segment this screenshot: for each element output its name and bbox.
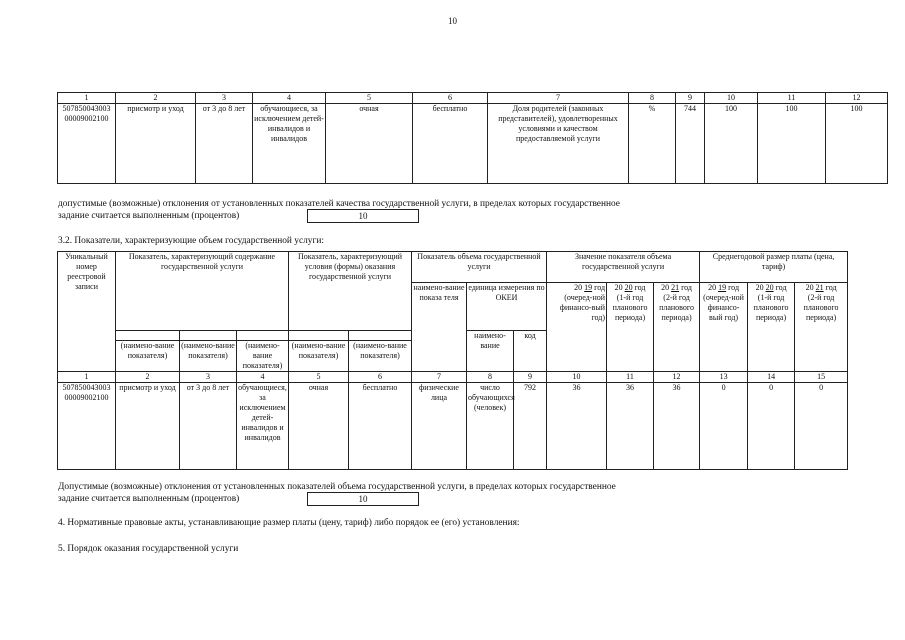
blank-cell [116, 330, 180, 340]
indicator-name-cell: Доля родителей (законных представителей), удовлетворенных условиями и качеством предоставляемой услуги [488, 104, 629, 184]
col-number: 3 [196, 93, 253, 104]
col-number: 1 [58, 93, 116, 104]
value-cell: 100 [705, 104, 758, 184]
column-numbers-row [58, 93, 888, 104]
volume-deviation-value: 10 [307, 492, 419, 506]
fee-cell: 0 [700, 382, 748, 469]
category-cell: обучающиеся, за исключением детей-инвалидов и инвалидов [237, 382, 289, 469]
col-number: 12 [654, 371, 700, 382]
header-unit-code: код [514, 330, 547, 371]
category-cell: обучающиеся, за исключением детей-инвалидов и инвалидов [253, 104, 326, 184]
volume-indicators-table [57, 251, 848, 470]
col-number: 7 [412, 371, 467, 382]
col-number: 5 [326, 93, 413, 104]
header-row [58, 252, 848, 283]
header-volume: Показатель объема государственной услуги [412, 252, 547, 283]
col-number: 1 [58, 371, 116, 382]
col-number: 2 [116, 371, 180, 382]
header-conditions-spacer [289, 282, 412, 330]
value-cell: 36 [607, 382, 654, 469]
section-5-heading: 5. Порядок оказания государственной услуги [58, 544, 239, 554]
header-content: Показатель, характеризующий содержание государственной услуги [116, 252, 289, 283]
col-number: 2 [116, 93, 196, 104]
col-number: 14 [748, 371, 795, 382]
col-number: 12 [826, 93, 888, 104]
age-cell: от 3 до 8 лет [196, 104, 253, 184]
col-number: 7 [488, 93, 629, 104]
header-content-spacer [116, 282, 289, 330]
col-number: 5 [289, 371, 349, 382]
table-row [58, 104, 888, 184]
col-number: 11 [607, 371, 654, 382]
form-cell: очная [289, 382, 349, 469]
service-content-cell: присмотр и уход [116, 104, 196, 184]
unit-code-cell: 744 [676, 104, 705, 184]
header-unique-number: Уникальный номер реестровой записи [58, 252, 116, 372]
value-cell: 100 [758, 104, 826, 184]
quality-deviation-line1: допустимые (возможные) отклонения от установленных показателей качества государственной услуги, в пределах которых государственное [58, 199, 620, 209]
header-fee-year-2019: 20 19 год (очеред-ной финансо-вый год) [700, 282, 748, 371]
header-unit: единица измерения по ОКЕИ [467, 282, 547, 330]
col-number: 9 [514, 371, 547, 382]
table-row [58, 382, 848, 469]
blank-cell [237, 330, 289, 340]
col-number: 6 [413, 93, 488, 104]
col-number: 4 [237, 371, 289, 382]
blank-cell [289, 330, 349, 340]
col-number: 15 [795, 371, 848, 382]
column-numbers-row [58, 371, 848, 382]
page-number: 10 [448, 16, 457, 26]
value-cell: 36 [547, 382, 607, 469]
unit-name-cell: число обучающихся (человек) [467, 382, 514, 469]
blank-cell [180, 330, 237, 340]
header-avg-fee: Среднегодовой размер платы (цена, тариф) [700, 252, 848, 283]
header-sub-indicator: (наимено-вание показателя) [289, 340, 349, 371]
value-cell: 100 [826, 104, 888, 184]
col-number: 9 [676, 93, 705, 104]
header-conditions: Показатель, характеризующий условия (формы) оказания государственной услуги [289, 252, 412, 283]
header-volume-value: Значение показателя объема государственной услуги [547, 252, 700, 283]
value-cell: 36 [654, 382, 700, 469]
payment-cell: бесплатно [349, 382, 412, 469]
indicator-name-cell: физические лица [412, 382, 467, 469]
payment-cell: бесплатно [413, 104, 488, 184]
header-year-2021: 20 21 год (2-й год планового периода) [654, 282, 700, 371]
unit-code-cell: 792 [514, 382, 547, 469]
header-sub-indicator: (наимено-вание показателя) [180, 340, 237, 371]
volume-deviation-line2: задание считается выполненным (процентов) [58, 494, 240, 504]
section-3-2-title: 3.2. Показатели, характеризующие объем государственной услуги: [58, 236, 324, 246]
col-number: 8 [629, 93, 676, 104]
quality-indicators-table [57, 92, 888, 184]
header-sub-indicator: (наимено-вание показателя) [349, 340, 412, 371]
volume-deviation-line1: Допустимые (возможные) отклонения от установленных показателей объема государственной услуги, в пределах которых государственное [58, 482, 616, 492]
col-number: 6 [349, 371, 412, 382]
header-indicator-name: наимено-вание показа теля [412, 282, 467, 371]
fee-cell: 0 [795, 382, 848, 469]
registry-number-cell: 507850043003 00009002100 [58, 382, 116, 469]
header-fee-year-2020: 20 20 год (1-й год планового периода) [748, 282, 795, 371]
header-year-2019: 20 19 год (очеред-ной финансо-вый год) [547, 282, 607, 371]
quality-deviation-line2: задание считается выполненным (процентов) [58, 211, 240, 221]
blank-cell [349, 330, 412, 340]
fee-cell: 0 [748, 382, 795, 469]
col-number: 11 [758, 93, 826, 104]
header-sub-indicator: (наимено-вание показателя) [116, 340, 180, 371]
section-4-heading: 4. Нормативные правовые акты, устанавливающие размер платы (цену, тариф) либо порядок ее (его) установления: [58, 518, 520, 528]
header-unit-name: наимено-вание [467, 330, 514, 371]
age-cell: от 3 до 8 лет [180, 382, 237, 469]
col-number: 3 [180, 371, 237, 382]
unit-cell: % [629, 104, 676, 184]
col-number: 10 [547, 371, 607, 382]
col-number: 4 [253, 93, 326, 104]
registry-number-cell: 507850043003 00009002100 [58, 104, 116, 184]
col-number: 8 [467, 371, 514, 382]
header-row [58, 282, 848, 330]
col-number: 13 [700, 371, 748, 382]
form-cell: очная [326, 104, 413, 184]
header-fee-year-2021: 20 21 год (2-й год планового периода) [795, 282, 848, 371]
col-number: 10 [705, 93, 758, 104]
header-year-2020: 20 20 год (1-й год планового периода) [607, 282, 654, 371]
quality-deviation-value: 10 [307, 209, 419, 223]
header-sub-indicator: (наимено-вание показателя) [237, 340, 289, 371]
service-content-cell: присмотр и уход [116, 382, 180, 469]
